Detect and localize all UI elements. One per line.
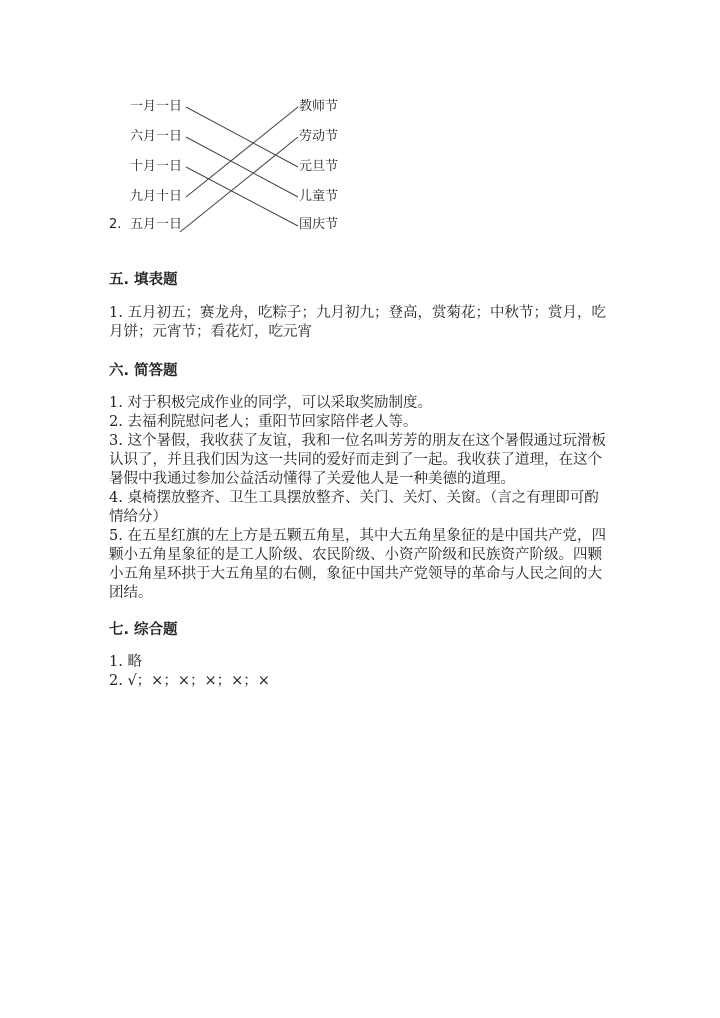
right-item: 教师节: [299, 99, 339, 114]
connection-line: [186, 137, 298, 197]
left-item: 十月一日: [130, 159, 183, 174]
answer-line: 1. 五月初五；赛龙舟，吃粽子；九月初九；登高，赏菊花；中秋节；赏月，吃: [109, 305, 606, 321]
left-item: 五月一日: [130, 217, 183, 232]
connection-line: [186, 167, 298, 226]
answer-line: 颗小五角星象征的是工人阶级、农民阶级、小资产阶级和民族资产阶级。四颗: [109, 547, 602, 563]
answer-line: 团结。: [109, 585, 153, 601]
answer-line: 情给分）: [109, 509, 167, 525]
left-item: 六月一日: [130, 129, 183, 144]
section-heading: 六. 简答题: [109, 363, 178, 379]
answer-line: 小五角星环拱于大五角星的右侧，象征中国共产党领导的革命与人民之间的大: [109, 566, 602, 582]
answer-line: 暑假中我通过参加公益活动懂得了关爱他人是一种美德的道理。: [109, 471, 515, 487]
section-heading: 五. 填表题: [109, 272, 178, 288]
connection-line: [180, 137, 298, 232]
right-item: 儿童节: [299, 189, 339, 204]
answer-line: 3. 这个暑假，我收获了友谊，我和一位名叫芳芳的朋友在这个暑假通过玩滑板: [109, 433, 606, 449]
answer-line: 4. 桌椅摆放整齐、卫生工具摆放整齐、关门、关灯、关窗。（言之有理即可酌: [109, 490, 599, 506]
connection-line: [186, 107, 298, 167]
left-item: 一月一日: [130, 99, 183, 114]
question-number: 2.: [109, 217, 122, 232]
right-item: 元旦节: [299, 159, 339, 174]
section-heading: 七. 综合题: [109, 622, 178, 638]
answer-line: 5. 在五星红旗的左上方是五颗五角星，其中大五角星象征的是中国共产党，四: [109, 528, 606, 544]
answer-line: 认识了，并且我们因为这一共同的爱好而走到了一起。我收获了道理，在这个: [109, 452, 602, 468]
answer-line: 2. 去福利院慰问老人；重阳节回家陪伴老人等。: [109, 414, 418, 430]
right-item: 劳动节: [299, 129, 339, 144]
matching-lines: [0, 0, 720, 300]
answer-line: 月饼；元宵节；看花灯，吃元宵: [109, 324, 312, 340]
answer-line: 2. √；×；×；×；×；×: [109, 673, 270, 689]
right-item: 国庆节: [299, 217, 339, 232]
answer-line: 1. 对于积极完成作业的同学，可以采取奖励制度。: [109, 395, 432, 411]
left-item: 九月十日: [130, 189, 183, 204]
connection-line: [186, 107, 298, 197]
answer-line: 1. 略: [109, 654, 142, 670]
